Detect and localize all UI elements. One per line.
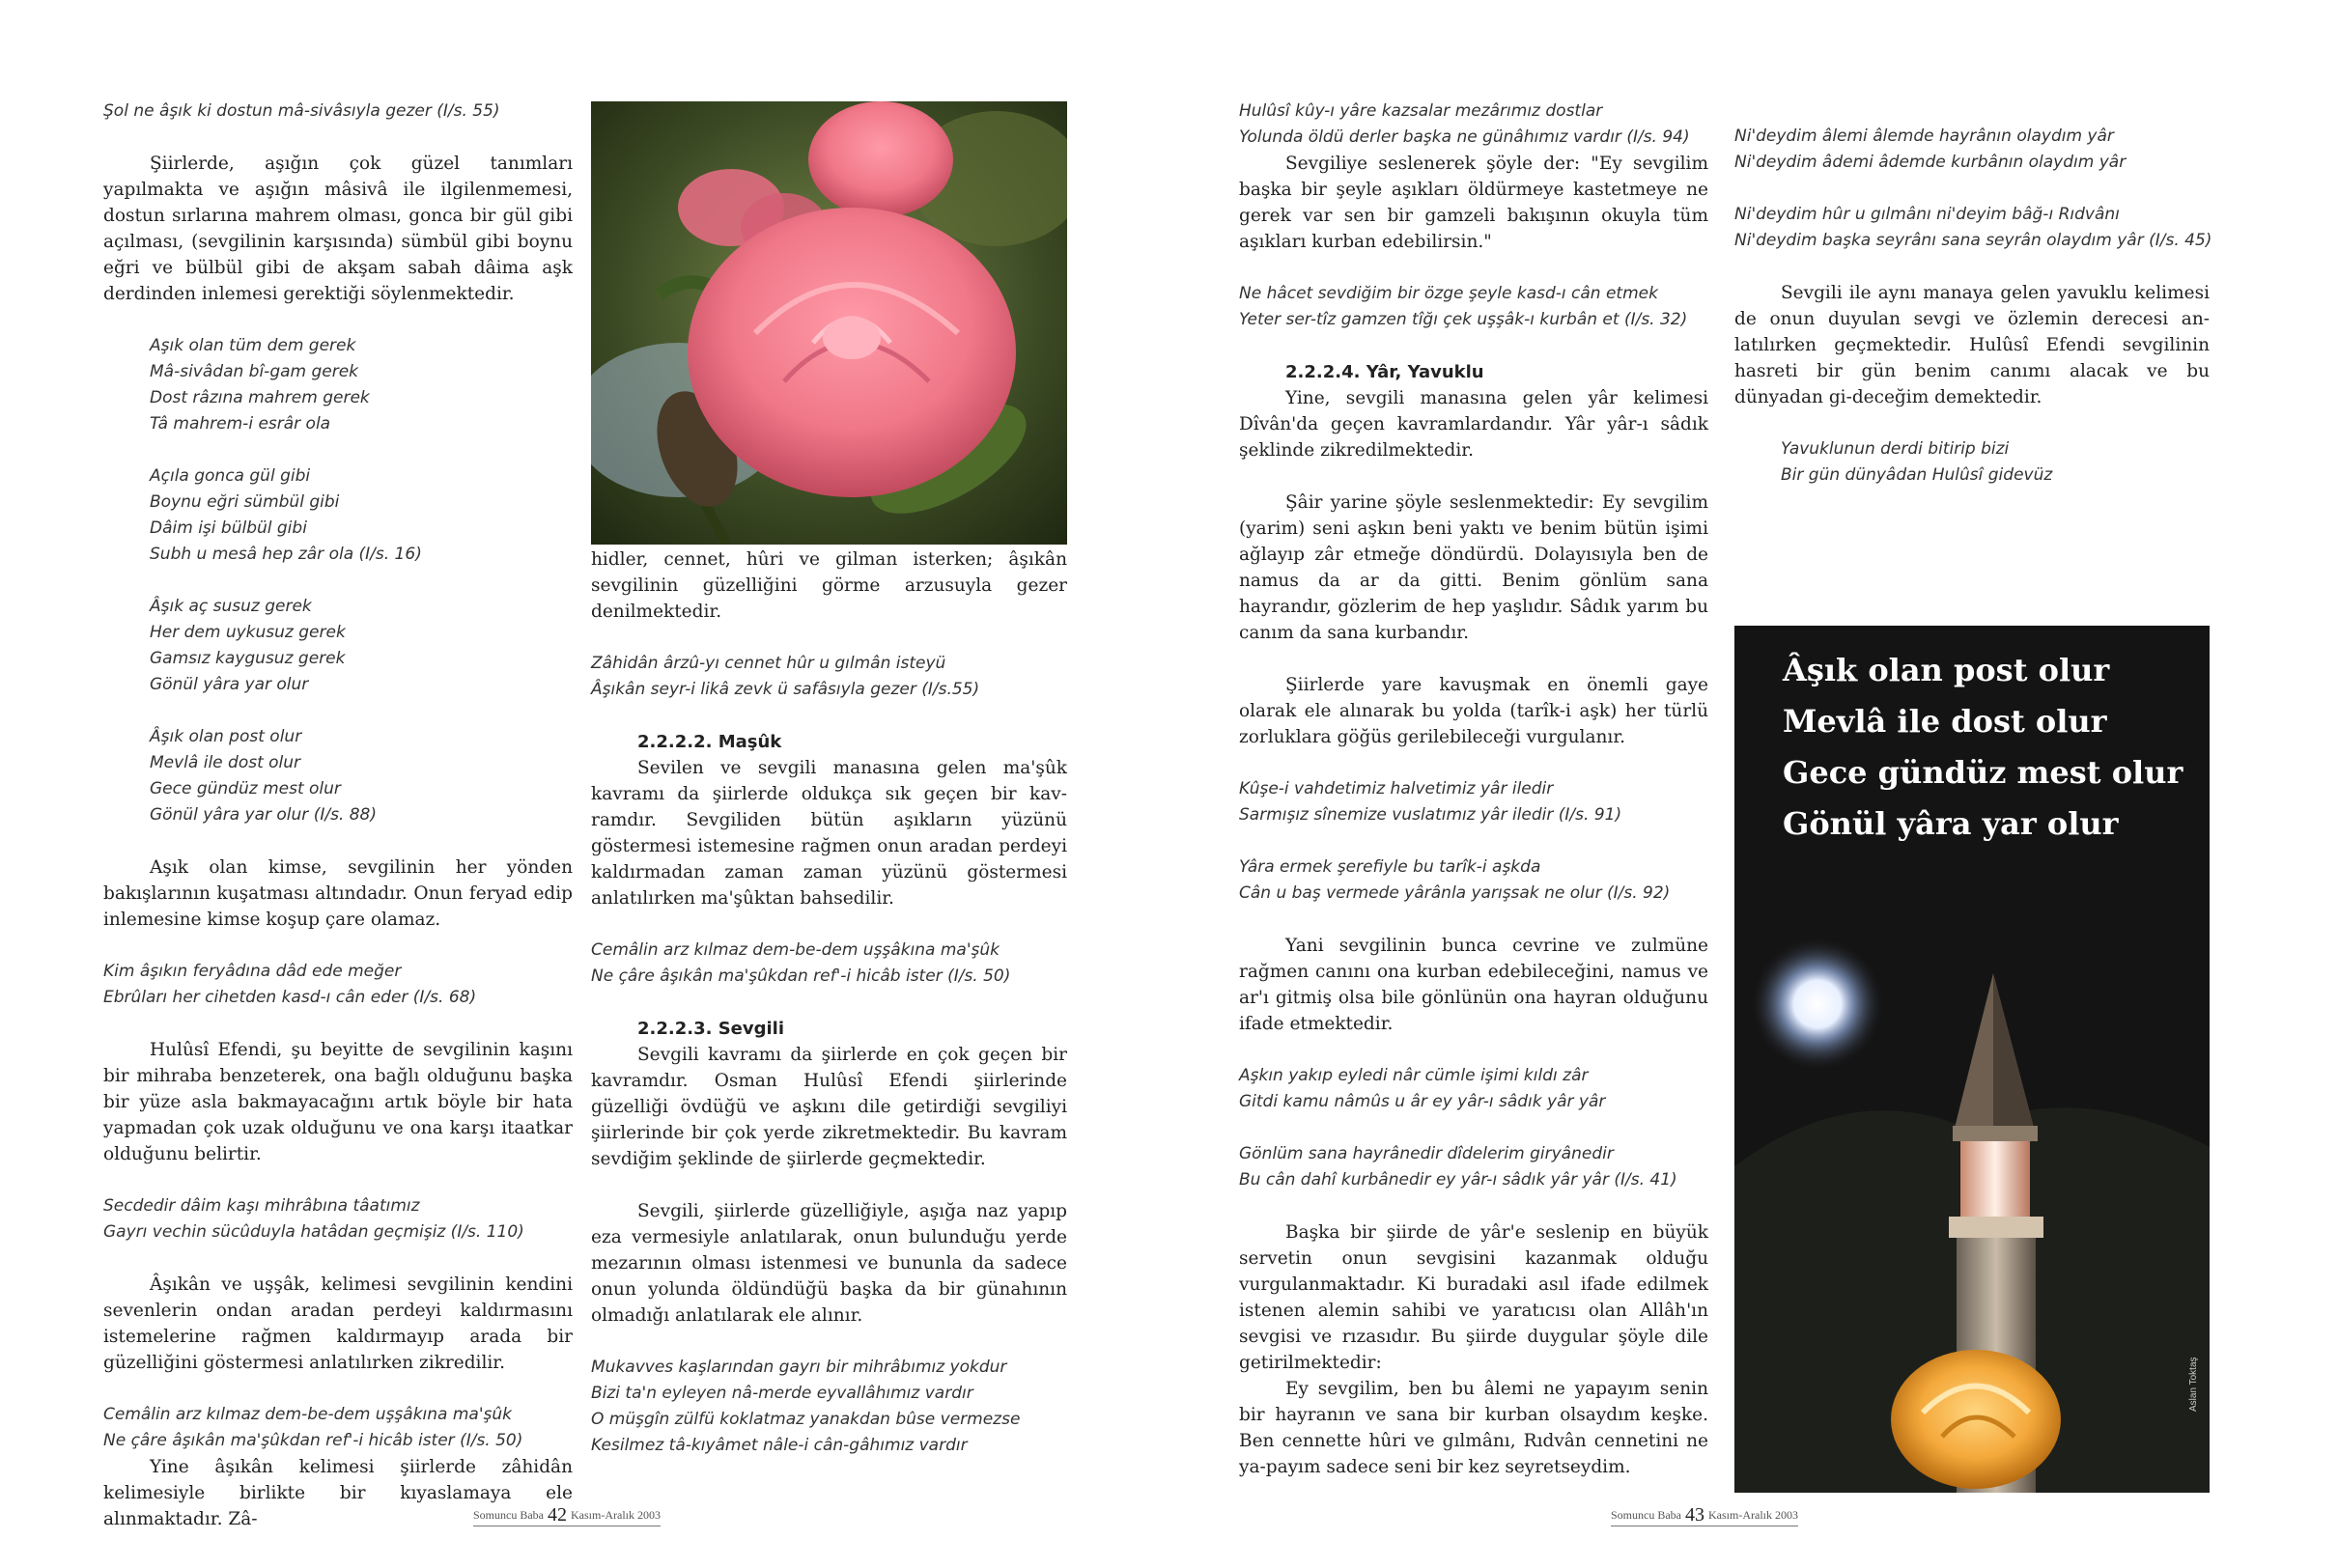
couplet: Kim âşıkın feryâdına dâd ede meğer Ebrûları her cihetden kasd-ı cân eder (I/s. 68) [103, 962, 477, 1007]
couplet: Cemâlin arz kılmaz dem-be-dem uşşâkına ma'şûk Ne çâre âşıkân ma'şûkdan ref'-i hicâb ister (I/s. 50) [591, 940, 1011, 986]
paragraph: Başka bir şiirde de yâr'e seslenip en büyük servetin onun sevgisini kazanmak olduğu vurgulanmaktadır. Ki buradaki asıl ifade edilmek istenen alemin sahibi ve yaratıcısı olan Allâh'ın sevgisi ve rızasıdır. Bu şiirde duygular şöyle dile getirilmektedir: [1239, 1222, 1708, 1373]
right-column-2 [1734, 124, 2210, 515]
paragraph: Sevgili kavramı da şiirlerde en çok geçen bir kavramdır. Osman Hulûsî Efendi şiirlerinde güzelliği övdüğü ve aşkını dile getirdiği sevgiliyi şiirlerinde bir çok yerde zikretmektedir. Bu kavram sevdiğim şeklinde de şiirlerde geçmektedir. [591, 1045, 1067, 1169]
couplet: Yâra ermek şerefiyle bu tarîk-i aşkda Cân u baş vermede yârânla yarışsak ne olur (I/s. 92) [1239, 857, 1671, 903]
paragraph: Yine âşıkân kelimesi şiirlerde zâhidân kelimesiyle birlikte bir kıyaslamaya ele alınmaktadır. Zâ- [103, 1457, 573, 1529]
paragraph: Şiirlerde yare kavuşmak en önemli gaye olarak ele alınarak bu yolda (tarîk-i aşk) her türlü zorluklara göğüs gerilebileceği vurgulanır. [1239, 675, 1708, 747]
stanza-1: Aşık olan tüm dem gerek Mâ-sivâdan bî-gam gerek Dost râzına mahrem gerek Tâ mahrem-i esrâr ola [150, 336, 370, 434]
couplet: Secdedir dâim kaşı mihrâbına tâatımız Gayrı vechin sücûduyla hatâdan geçmişiz (I/s. 110) [103, 1196, 524, 1242]
rose-photo [591, 101, 1067, 545]
section-heading-masuk: 2.2.2.2. Maşûk [637, 732, 782, 752]
couplet: Ni'deydim hûr u gılmânı ni'deyim bâğ-ı Rıdvânı Ni'deydim başka seyrânı sana seyrân olaydım yâr (I/s. 45) [1734, 205, 2212, 250]
couplet: Kûşe-i vahdetimiz halvetimiz yâr iledir Sarmışız sînemize vuslatımız yâr iledir (I/s. 91) [1239, 779, 1622, 825]
paragraph: Sevilen ve sevgili manasına gelen ma'şûk kavramı da şiirlerde oldukça sık geçen bir kav-ramdır. Sevgiliden bütün aşıkların yüzünü göstermesi istemesine rağmen onun aradan perdeyi kaldırmadan zaman zaman yüzünü göstermesi anlatılırken ma'şûktan bahsedilir. [591, 758, 1067, 909]
paragraph: Şiirlerde, aşığın çok güzel tanımları yapılmakta ve aşığın mâsivâ ile ilgilenmemesi, dostun sırlarına mahrem olması, gonca bir gül gibi açılması, (sevgilinin karşısında) sümbül gibi boynu eğri ve bülbül gibi de akşam sabah dâima aşk derdinden inlemesi gerektiği söylenmektedir. [103, 154, 573, 304]
issue-date: Kasım-Aralık 2003 [571, 1507, 661, 1522]
page-number: 43 [1685, 1503, 1704, 1526]
overlay-poem: Âşık olan post olur Mevlâ ile dost olur Gece gündüz mest olur Gönül yâra yar olur [1783, 652, 2183, 842]
left-column-1 [103, 98, 573, 1532]
page-number: 42 [548, 1503, 567, 1526]
paragraph: Aşık olan kimse, sevgilinin her yönden bakışlarının kuşatması altındadır. Onun feryad edip inlemesine kimse koşup çare olamaz. [103, 857, 573, 930]
paragraph: Yani sevgilinin bunca cevrine ve zulmüne rağmen canını ona kurban edebileceğini, namus ve ar'ı gitmiş olsa bile gönlünün ona hayran olduğunu ifade etmektedir. [1239, 936, 1708, 1034]
right-column-1 [1239, 98, 1708, 1506]
quatrain: Mukavves kaşlarından gayrı bir mihrâbımız yokdur Bizi ta'n eyleyen nâ-merde eyvallâhımız vardır O müşgîn zülfü koklatmaz yanakdan bûse vermezse Kesilmez tâ-kıyâmet nâle-i cân-gâhımız vardır [591, 1358, 1021, 1455]
issue-date: Kasım-Aralık 2003 [1708, 1507, 1798, 1522]
stanza-3: Âşık aç susuz gerek Her dem uykusuz gerek Gamsız kaygusuz gerek Gönül yâra yar olur [150, 597, 346, 694]
couplet: Hulûsî kûy-ı yâre kazsalar mezârımız dostlar Yolunda öldü derler başka ne günâhımız vardır (I/s. 94) [1239, 101, 1690, 147]
couplet: Cemâlin arz kılmaz dem-be-dem uşşâkına ma'şûk Ne çâre âşıkân ma'şûkdan ref'-i hicâb ister (I/s. 50) [103, 1405, 523, 1450]
paragraph: Sevgili, şiirlerde güzelliğiyle, aşığa naz yapıp eza vermesiyle anlatılarak, onun bulunduğu yerde mezarının olması istenmesi ve bununla da sadece onun yolunda öldündüğü başka da bir günahının olmadığı anlatılarak ele alınır. [591, 1201, 1067, 1326]
paragraph: Âşıkân ve uşşâk, kelimesi sevgilinin kendini sevenlerin ondan aradan perdeyi kaldırmasını istemelerine rağmen kaldırmayıp arada bir güzelliğini göstermesi anlatılırken zikredilir. [103, 1274, 573, 1373]
paragraph: Hulûsî Efendi, şu beyitte de sevgilinin kaşını bir mihraba benzeterek, ona bağlı olduğunu başka bir yüze asla bakmayacağını artık böyle bir hata yapmadan çok uzak olduğunu ve ona karşı itaatkar olduğunu belirtir. [103, 1040, 573, 1164]
left-column-2 [591, 546, 1067, 1485]
couplet: Yavuklunun derdi bitirip bizi Bir gün dünyâdan Hulûsî gidevüz [1781, 439, 2053, 485]
magazine-name: Somuncu Baba [1611, 1507, 1681, 1522]
couplet: Aşkın yakıp eyledi nâr cümle işimi kıldı zâr Gitdi kamu nâmûs u âr ey yâr-ı sâdık yâr yâr [1239, 1066, 1606, 1111]
couplet: Ne hâcet sevdiğim bir özge şeyle kasd-ı cân etmek Yeter ser-tîz gamzen tîğı çek uşşâk-ı kurbân et (I/s. 32) [1239, 284, 1688, 329]
couplet: Ni'deydim âlemi âlemde hayrânın olaydım yâr Ni'deydim âdemi âdemde kurbânın olaydım yâr [1734, 126, 2127, 172]
paragraph: Yine, sevgili manasına gelen yâr kelimesi Dîvân'da geçen kavramlardandır. Yâr yâr-ı sâdık şeklinde zikredilmektedir. [1239, 388, 1708, 461]
left-footer [473, 1504, 661, 1526]
right-footer [1611, 1504, 1798, 1526]
photo-credit: Aslan Toktaş [2188, 1357, 2199, 1412]
section-heading-sevgili: 2.2.2.3. Sevgili [637, 1019, 785, 1039]
paragraph: hidler, cennet, hûri ve gilman isterken; âşıkân sevgilinin güzelliğini görme arzusuyla gezer denilmektedir. [591, 549, 1067, 622]
magazine-name: Somuncu Baba [473, 1507, 544, 1522]
paragraph: Sevgiliye seslenerek şöyle der: "Ey sevgilim başka bir şeyle aşıkları öldürmeye kastetmeye ne gerek var sen bir gamzeli bakışının okuyla tüm aşıkları kurban edebilirsin." [1239, 154, 1708, 252]
stanza-4: Âşık olan post olur Mevlâ ile dost olur Gece gündüz mest olur Gönül yâra yar olur (I/s. 88) [150, 727, 378, 825]
section-heading-yar: 2.2.2.4. Yâr, Yavuklu [1285, 362, 1484, 382]
couplet: Gönlüm sana hayrânedir dîdelerim giryânedir Bu cân dahî kurbânedir ey yâr-ı sâdık yâr yâr (I/s. 41) [1239, 1144, 1677, 1190]
paragraph: Sevgili ile aynı manaya gelen yavuklu kelimesi de onun duyulan sevgi ve özlemin derecesi an-latılırken geçmektedir. Hulûsî Efendi sevgilinin hasreti bir gün benim canımı alacak ve bu dünyadan gi-deceğim demektedir. [1734, 283, 2210, 407]
paragraph: Şâir yarine şöyle seslenmektedir: Ey sevgilim (yarim) seni aşkın beni yaktı ve benim bütün işimi ağlayıp zâr etmeğe döndürdü. Dolayısıyla ben de namus da ar da gitti. Benim gönlüm sana hayrandır, gözlerim de hep yaşlıdır. Sâdık yarım bu canım da sana kurbandır. [1239, 492, 1708, 643]
couplet: Zâhidân ârzû-yı cennet hûr u gılmân isteyü Âşıkân seyr-i likâ zevk ü safâsıyla gezer (I/s.55) [591, 654, 980, 699]
stanza-2: Açıla gonca gül gibi Boynu eğri sümbül gibi Dâim işi bülbül gibi Subh u mesâ hep zâr ola (I/s. 16) [150, 466, 422, 564]
paragraph: Ey sevgilim, ben bu âlemi ne yapayım senin bir hayranın ve sana bir kurban olsaydım keşke. Ben cennette hûri ve gılmânı, Rıdvân cennetini ne ya-payım sadece seni bir kez seyretseydim. [1239, 1379, 1708, 1477]
verse-top: Şol ne âşık ki dostun mâ-sivâsıyla gezer (I/s. 55) [103, 101, 500, 121]
